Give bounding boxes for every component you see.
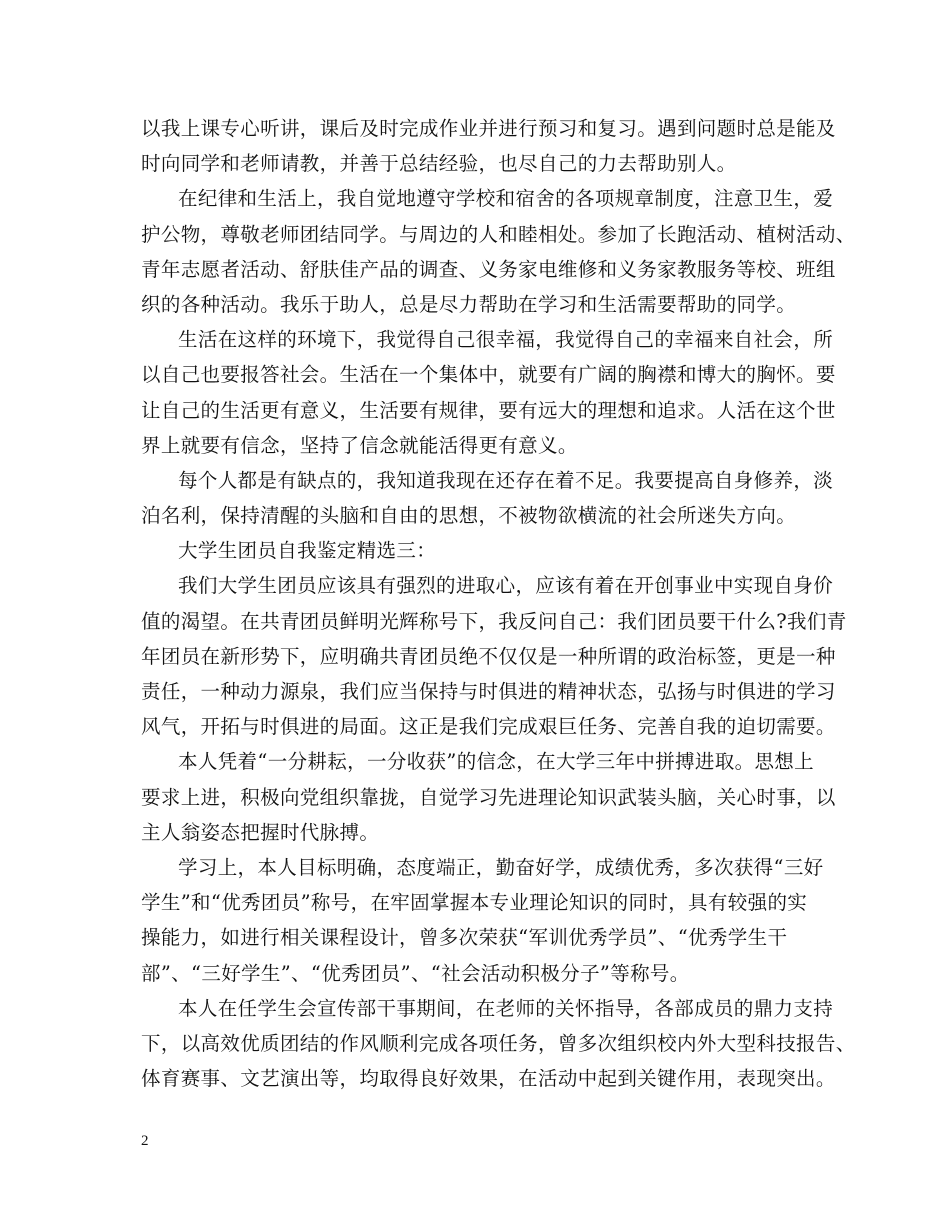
text-line: 值的渴望。在共青团员鲜明光辉称号下，我反问自己：我们团员要干什么?我们青 <box>141 609 847 633</box>
text-line: 在纪律和生活上，我自觉地遵守学校和宿舍的各项规章制度，注意卫生，爱 <box>178 187 834 211</box>
text-line: 主人翁姿态把握时代脉搏。 <box>141 820 380 844</box>
text-line: 织的各种活动。我乐于助人，总是尽力帮助在学习和生活需要帮助的同学。 <box>141 292 797 316</box>
text-line: 泊名利，保持清醒的头脑和自由的思想，不被物欲横流的社会所迷失方向。 <box>141 504 797 528</box>
text-line: 大学生团员自我鉴定精选三： <box>178 539 437 563</box>
text-line: 部”、“三好学生”、“优秀团员”、“社会活动积极分子”等称号。 <box>141 961 690 985</box>
text-line: 学习上，本人目标明确，态度端正，勤奋好学，成绩优秀，多次获得“三好 <box>178 855 824 879</box>
text-line: 以自己也要报答社会。生活在一个集体中，就要有广阔的胸襟和博大的胸怀。要 <box>141 363 836 387</box>
text-line: 下，以高效优质团结的作风顺利完成各项任务，曾多次组织校内外大型科技报告、 <box>141 1031 856 1055</box>
text-line: 生活在这样的环境下，我觉得自己很幸福，我觉得自己的幸福来自社会，所 <box>178 328 834 352</box>
text-line: 操能力，如进行相关课程设计，曾多次荣获“军训优秀学员”、“优秀学生干 <box>141 926 788 950</box>
text-line: 青年志愿者活动、舒肤佳产品的调查、义务家电维修和义务家教服务等校、班组 <box>141 257 836 281</box>
text-line: 本人凭着“一分耕耘，一分收获”的信念，在大学三年中拼搏进取。思想上 <box>178 750 814 774</box>
text-line: 以我上课专心听讲，课后及时完成作业并进行预习和复习。遇到问题时总是能及 <box>141 117 836 140</box>
text-line: 本人在任学生会宣传部干事期间，在老师的关怀指导，各部成员的鼎力支持 <box>178 996 834 1020</box>
text-line: 学生”和“优秀团员”称号，在牢固掌握本专业理论知识的同时，具有较强的实 <box>141 891 808 915</box>
text-line: 护公物，尊敬老师团结同学。与周边的人和睦相处。参加了长跑活动、植树活动、 <box>141 222 856 246</box>
text-line: 我们大学生团员应该具有强烈的进取心，应该有着在开创事业中实现自身价 <box>178 574 834 598</box>
text-line: 体育赛事、文艺演出等，均取得良好效果，在活动中起到关键作用，表现突出。 <box>141 1067 836 1091</box>
document-body <box>141 111 856 1096</box>
text-line: 责任，一种动力源泉，我们应当保持与时俱进的精神状态，弘扬与时俱进的学习 <box>141 680 836 703</box>
text-line: 让自己的生活更有意义，生活要有规律，要有远大的理想和追求。人活在这个世 <box>141 398 836 422</box>
text-line: 每个人都是有缺点的，我知道我现在还存在着不足。我要提高自身修养，淡 <box>178 468 834 492</box>
text-line: 风气，开拓与时俱进的局面。这正是我们完成艰巨任务、完善自我的迫切需要。 <box>141 715 836 739</box>
text-line: 要求上进，积极向党组织靠拢，自觉学习先进理论知识武装头脑，关心时事，以 <box>141 785 836 809</box>
text-line: 界上就要有信念，坚持了信念就能活得更有意义。 <box>141 433 578 457</box>
text-line: 时向同学和老师请教，并善于总结经验，也尽自己的力去帮助别人。 <box>141 152 737 176</box>
page-number: 2 <box>141 1133 149 1149</box>
text-line: 年团员在新形势下，应明确共青团员绝不仅仅是一种所谓的政治标签，更是一种 <box>141 644 836 668</box>
